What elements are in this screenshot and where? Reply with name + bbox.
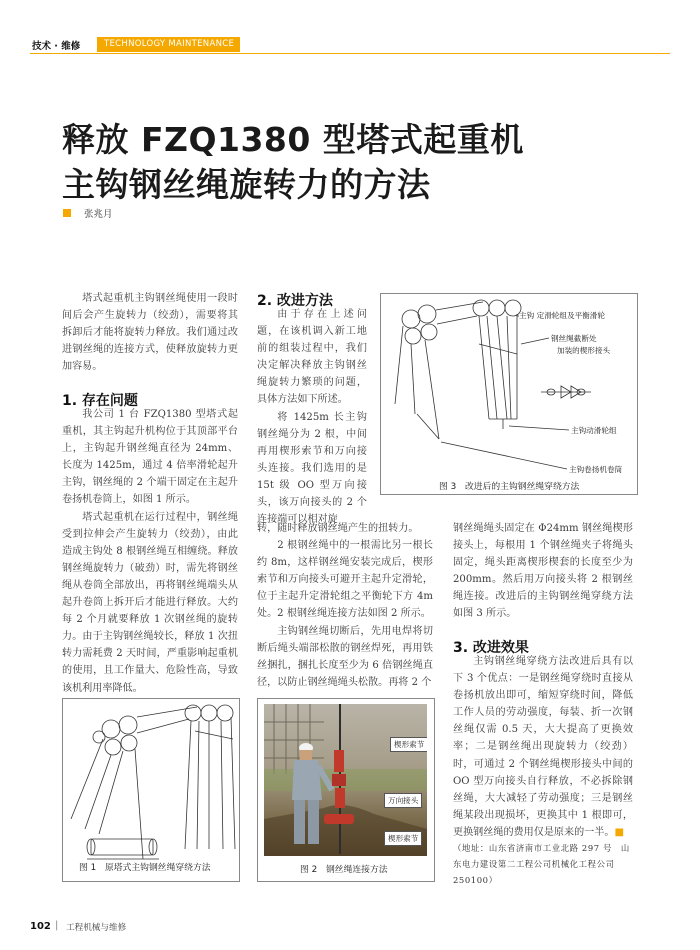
address: （地址：山东省济南市工业北路 297 号 山东电力建设第二工程公司机械化工程公司 250100） bbox=[453, 843, 630, 885]
figure-2-photo bbox=[264, 704, 427, 856]
section1-body bbox=[62, 406, 238, 697]
section2-heading: 2. 改进方法 bbox=[257, 293, 333, 309]
section1-heading: 1. 存在问题 bbox=[62, 393, 138, 409]
header-tag-text: TECHNOLOGY MAINTENANCE bbox=[104, 39, 235, 49]
figure-2-label-bot: 楔形索节 bbox=[384, 831, 422, 846]
section2-paragraph-1: 由于存在上述问题，在该机调入新工地前的组装过程中，我们决定解决释放主钩钢丝绳旋转力繁琐的问题，具体方法如下所述。 bbox=[257, 309, 367, 406]
column3-continued bbox=[453, 520, 633, 623]
figure-1-diagram bbox=[63, 699, 239, 881]
section2-narrow-body bbox=[257, 306, 367, 528]
intro-text: 塔式起重机主钩钢丝绳使用一段时间后会产生旋转力（绞劲），需要将其拆卸后才能将旋转力释放。我们通过改进钢丝绳的连接方式，使释放旋转力更加容易。 bbox=[62, 293, 238, 373]
section2-paragraph-3: 2 根钢丝绳中的一根需比另一根长约 8m，这样钢丝绳安装完成后，楔形索节和万向接头可避开主起升定滑轮，位于主起升定滑轮组之平衡轮下方 4m 处。2 根钢丝绳连接方法如图 2 所示。 bbox=[257, 540, 433, 620]
footer-separator: | bbox=[55, 920, 59, 931]
author-bullet bbox=[63, 209, 71, 217]
figure-2-label-top: 楔形索节 bbox=[390, 737, 427, 752]
page-number: 102 bbox=[30, 921, 51, 932]
page-title-line2: 主钩钢丝绳旋转力的方法 bbox=[62, 165, 431, 204]
figure-1-caption: 图 1 原塔式主钩钢丝绳穿绕方法 bbox=[79, 863, 211, 873]
journal-name: 工程机械与维修 bbox=[66, 923, 127, 933]
figure-2 bbox=[257, 698, 435, 882]
figure-3-label-sheave: 主钩 定滑轮组及平衡滑轮 bbox=[519, 311, 605, 320]
figure-3-label-cut: 钢丝绳截断处 bbox=[551, 334, 597, 343]
end-mark: ■ bbox=[614, 826, 625, 838]
figure-3-label-wedge: 加装的楔形接头 bbox=[557, 346, 611, 355]
section2-paragraph-4: 主钩钢丝绳切断后，先用电焊将切断后绳头端部松散的钢丝焊死，再用铁丝捆扎，捆扎长度至少为 6 倍钢丝绳直径，以防止钢丝绳绳头松散。再将 2 个 bbox=[257, 625, 433, 688]
section2-full-body bbox=[257, 520, 433, 691]
figure-1 bbox=[62, 698, 240, 882]
section1-paragraph-2: 塔式起重机在运行过程中，钢丝绳受到拉伸会产生旋转力（绞劲），由此造成主钩处 8 根钢丝绳互相缠绕。释放钢丝绳旋转力（破劲）时，需先将钢丝绳从卷筒全部放出，再将钢丝绳端头从起升卷筒上拆开后才能进行释放。大约每 2 个月就要释放 1 次钢丝绳的旋转力。由于主钩钢丝绳较长，释放 1 次扭转力需耗费 2 天时间，严重影响起重机的使用，且工作量大、危险性高，导致该机利用率降低。 bbox=[62, 511, 238, 694]
figure-2-label-mid: 万向接头 bbox=[384, 793, 422, 808]
page-title-line1: 释放 FZQ1380 型塔式起重机 bbox=[62, 120, 524, 159]
figure-3-label-drum: 主钩卷扬机卷筒 bbox=[569, 465, 623, 474]
section1-paragraph-1: 我公司 1 台 FZQ1380 型塔式起重机，其主钩起升机构位于其顶部平台上，主钩起升钢丝绳直径为 24mm、长度为 1425m，通过 4 倍率滑轮起升主钩，钢丝绳的 2 个端干固定在主起升卷扬机卷筒上，如图 1 所示。 bbox=[62, 409, 238, 506]
author: 张兆月 bbox=[84, 209, 113, 220]
column3-paragraph: 钢丝绳绳头固定在 Φ24mm 钢丝绳楔形接头上，每根用 1 个钢丝绳夹子将绳头固定，绳头距离楔形楔套的长度至少为 200mm。然后用万向接头将 2 根钢丝绳连接。改进后的主钩钢丝绳穿绕方法如图 3 所示。 bbox=[453, 523, 633, 620]
section3-heading: 3. 改进效果 bbox=[453, 640, 529, 656]
section2-paragraph-2a: 将 1425m 长主钩钢丝绳分为 2 根，中间再用楔形索节和万向接头连接。我们选用的是 15t 级 OO 型万向接头，该万向接头的 2 个连接端可以相对旋 bbox=[257, 411, 367, 526]
section3-body bbox=[453, 653, 633, 841]
section2-paragraph-2b: 转，随时释放钢丝绳产生的扭转力。 bbox=[257, 523, 419, 534]
figure-3 bbox=[380, 293, 638, 495]
section3-text: 主钩钢丝绳穿绕方法改进后具有以下 3 个优点：一是钢丝绳穿绕时直接从卷扬机放出即可，缩短穿绕时间，降低工作人员的劳动强度，每装、折一次钢丝绳仅需 0.5 天，大大提高了更换效率；二是钢丝绳出现旋转力（绞劲）时，可通过 2 个钢丝绳楔形接头中间的 OO 型万向接头自行释放，不必拆除钢丝绳，大大减轻了劳动强度；三是钢丝绳某段出现损坏，更换其中 1 根即可，更换钢丝绳的费用仅是原来的一半。 bbox=[453, 656, 633, 838]
header-section-label: 技术 · 维修 bbox=[32, 41, 81, 52]
figure-2-caption: 图 2 钢丝绳连接方法 bbox=[300, 865, 388, 875]
header-rule bbox=[30, 53, 670, 54]
intro-paragraph bbox=[62, 290, 238, 375]
figure-3-label-pulley: 主钩动滑轮组 bbox=[571, 426, 617, 435]
figure-3-caption: 图 3 改进后的主钩钢丝绳穿绕方法 bbox=[439, 482, 580, 492]
section3-paragraph bbox=[453, 653, 633, 841]
